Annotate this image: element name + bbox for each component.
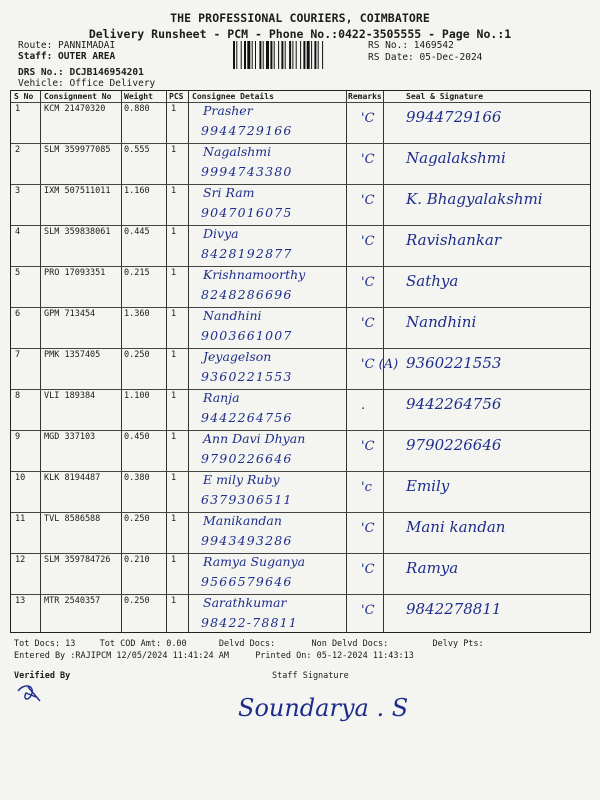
barcode-bar [263, 41, 264, 69]
row-consignee-phone: 6379306511 [201, 492, 293, 507]
row-consignee-name: Manikandan [203, 513, 282, 528]
verified-by-label: Verified By [14, 671, 71, 681]
row-sno: 4 [15, 227, 21, 237]
row-remark: 'C [361, 562, 375, 577]
barcode-bar [244, 41, 246, 69]
row-consignee-phone: 9360221553 [201, 369, 293, 384]
row-sno: 1 [15, 104, 21, 114]
row-remark: . [361, 398, 366, 413]
barcode-bar [278, 41, 279, 69]
row-sno: 8 [15, 391, 21, 401]
footer-totals [14, 639, 484, 649]
row-consignee-phone: 98422-78811 [201, 615, 298, 630]
barcode-bar [266, 41, 269, 69]
row-weight: 1.360 [124, 309, 150, 319]
row-consignment-no: VLI 189384 [44, 391, 96, 401]
row-consignee-name: Nagalshmi [203, 144, 272, 159]
row-consignee-name: Ramya Suganya [203, 554, 306, 569]
row-consignee-phone: 9943493286 [201, 533, 293, 548]
row-consignment-no: GPM 713454 [44, 309, 96, 319]
barcode-bar [314, 41, 316, 69]
row-consignee-name: Ann Davi Dhyan [203, 431, 306, 446]
row-consignee-name: E mily Ruby [203, 472, 280, 487]
row-pcs: 1 [171, 309, 177, 319]
delivery-points: Delvy Pts: [432, 639, 484, 649]
row-signature: Nandhini [406, 313, 477, 331]
row-signature: Mani kandan [406, 518, 506, 536]
row-pcs: 1 [171, 432, 177, 442]
row-weight: 0.445 [124, 227, 150, 237]
row-remark: 'C [361, 316, 375, 331]
barcode-bar [289, 41, 291, 69]
row-sno: 13 [15, 596, 26, 606]
barcode-bar [259, 41, 261, 69]
barcode-bar [285, 41, 286, 69]
row-consignee-phone: 9047016075 [201, 205, 293, 220]
total-cod: Tot COD Amt: 0.00 [99, 639, 187, 649]
row-sno: 6 [15, 309, 21, 319]
row-pcs: 1 [171, 145, 177, 155]
row-signature: 9790226646 [406, 436, 502, 454]
barcode-bar [300, 41, 301, 69]
row-weight: 0.380 [124, 473, 150, 483]
row-consignment-no: PRO 17093351 [44, 268, 106, 278]
rs-date: RS Date: 05-Dec-2024 [368, 52, 483, 63]
delivery-table [10, 90, 591, 633]
row-pcs: 1 [171, 350, 177, 360]
row-pcs: 1 [171, 473, 177, 483]
row-weight: 0.555 [124, 145, 150, 155]
row-sno: 7 [15, 350, 21, 360]
col-header-weight: Weight [124, 92, 153, 101]
barcode-bar [236, 41, 237, 69]
route-info [18, 40, 155, 89]
row-weight: 1.160 [124, 186, 150, 196]
row-sno: 9 [15, 432, 21, 442]
col-header-consignment: Consignment No [44, 92, 112, 101]
row-signature: Nagalakshmi [406, 149, 506, 167]
row-weight: 0.215 [124, 268, 150, 278]
row-sno: 12 [15, 555, 26, 565]
row-consignment-no: KLK 8194487 [44, 473, 101, 483]
barcode [233, 41, 363, 69]
row-weight: 0.880 [124, 104, 150, 114]
row-remark: 'C [361, 521, 375, 536]
row-consignee-name: Sri Ram [203, 185, 255, 200]
row-remark: 'C [361, 193, 375, 208]
non-delivered-docs: Non Delvd Docs: [311, 639, 389, 649]
row-pcs: 1 [171, 268, 177, 278]
row-weight: 0.250 [124, 596, 150, 606]
barcode-bar [303, 41, 305, 69]
barcode-bar [274, 41, 275, 69]
barcode-bar [296, 41, 297, 69]
row-pcs: 1 [171, 186, 177, 196]
row-signature: K. Bhagyalakshmi [406, 190, 543, 208]
col-header-remarks: Remarks [348, 92, 382, 101]
row-pcs: 1 [171, 514, 177, 524]
row-consignee-phone: 8248286696 [201, 287, 293, 302]
row-remark: 'C [361, 234, 375, 249]
row-sno: 10 [15, 473, 26, 483]
barcode-bar [311, 41, 312, 69]
verified-by-signature [14, 681, 62, 705]
row-pcs: 1 [171, 227, 177, 237]
row-consignee-name: Krishnamoorthy [203, 267, 306, 282]
rs-number: RS No.: 1469542 [368, 40, 454, 51]
row-consignment-no: SLM 359838061 [44, 227, 111, 237]
row-consignee-name: Jeyagelson [203, 349, 272, 364]
footer-entry [14, 651, 414, 661]
vehicle-label: Vehicle: Office Delivery [18, 78, 156, 89]
rs-info [368, 40, 482, 64]
drs-number: DRS No.: DCJB146954201 [18, 67, 144, 78]
runsheet-subtitle: Delivery Runsheet - PCM - Phone No.:0422-3505555 - Page No.:1 [88, 27, 512, 41]
row-remark: 'C (A) [361, 357, 399, 372]
row-signature: Sathya [406, 272, 459, 290]
barcode-bar [241, 41, 242, 69]
delivered-docs: Delvd Docs: [218, 639, 276, 649]
row-remark: 'C [361, 275, 375, 290]
row-pcs: 1 [171, 555, 177, 565]
row-weight: 0.250 [124, 350, 150, 360]
row-consignment-no: MGD 337103 [44, 432, 96, 442]
row-consignee-name: Nandhini [203, 308, 262, 323]
col-header-signature: Seal & Signature [406, 92, 484, 101]
row-sno: 5 [15, 268, 21, 278]
row-consignment-no: MTR 2540357 [44, 596, 101, 606]
barcode-bar [292, 41, 293, 69]
staff-signature: Soundarya . S [238, 694, 409, 722]
barcode-bar [233, 41, 235, 69]
row-consignee-phone: 9566579646 [201, 574, 293, 589]
col-header-pcs: PCS [169, 92, 184, 101]
entered-by: Entered By :RAJIPCM 12/05/2024 11:41:24 AM [14, 651, 229, 661]
row-weight: 0.210 [124, 555, 150, 565]
staff-label: Staff: OUTER AREA [18, 51, 116, 62]
row-pcs: 1 [171, 104, 177, 114]
row-consignee-phone: 9944729166 [201, 123, 293, 138]
col-header-consignee: Consignee Details [192, 92, 274, 101]
route-label: Route: PANNIMADAI [18, 40, 116, 51]
row-consignee-phone: 9790226646 [201, 451, 293, 466]
row-remark: 'C [361, 111, 375, 126]
col-header-sno: S No [14, 92, 34, 101]
row-remark: 'c [361, 480, 372, 495]
printed-on: Printed On: 05-12-2024 11:43:13 [255, 651, 414, 661]
row-sno: 2 [15, 145, 21, 155]
row-weight: 0.450 [124, 432, 150, 442]
barcode-bar [307, 41, 310, 69]
row-remark: 'C [361, 603, 375, 618]
row-signature: 9442264756 [406, 395, 502, 413]
row-sno: 11 [15, 514, 26, 524]
row-consignment-no: SLM 359977085 [44, 145, 111, 155]
row-signature: Ravishankar [406, 231, 502, 249]
row-consignee-phone: 9994743380 [201, 164, 293, 179]
barcode-bar [247, 41, 250, 69]
row-consignee-name: Sarathkumar [203, 595, 287, 610]
row-signature: Ramya [406, 559, 459, 577]
row-consignee-phone: 9003661007 [201, 328, 293, 343]
row-consignee-name: Ranja [203, 390, 240, 405]
row-signature: 9944729166 [406, 108, 502, 126]
row-remark: 'C [361, 439, 375, 454]
row-consignee-phone: 9442264756 [201, 410, 293, 425]
row-sno: 3 [15, 186, 21, 196]
barcode-bar [318, 41, 319, 69]
row-signature: Emily [406, 477, 450, 495]
row-consignment-no: TVL 8586588 [44, 514, 101, 524]
row-consignment-no: SLM 359784726 [44, 555, 111, 565]
barcode-bar [252, 41, 253, 69]
row-consignment-no: PMK 1357405 [44, 350, 101, 360]
barcode-bar [255, 41, 256, 69]
row-consignee-phone: 8428192877 [201, 246, 293, 261]
row-consignment-no: KCM 21470320 [44, 104, 106, 114]
company-title: THE PROFESSIONAL COURIERS, COIMBATORE [170, 11, 430, 25]
total-docs: Tot Docs: 13 [14, 639, 76, 649]
row-consignment-no: IXM 507511011 [44, 186, 111, 196]
row-pcs: 1 [171, 391, 177, 401]
row-weight: 1.100 [124, 391, 150, 401]
barcode-bar [322, 41, 323, 69]
barcode-bar [270, 41, 272, 69]
row-pcs: 1 [171, 596, 177, 606]
row-remark: 'C [361, 152, 375, 167]
row-consignee-name: Divya [203, 226, 239, 241]
row-signature: 9842278811 [406, 600, 502, 618]
barcode-bar [281, 41, 283, 69]
row-consignee-name: Prasher [203, 103, 253, 118]
row-signature: 9360221553 [406, 354, 502, 372]
staff-signature-label: Staff Signature [272, 671, 349, 681]
row-weight: 0.250 [124, 514, 150, 524]
